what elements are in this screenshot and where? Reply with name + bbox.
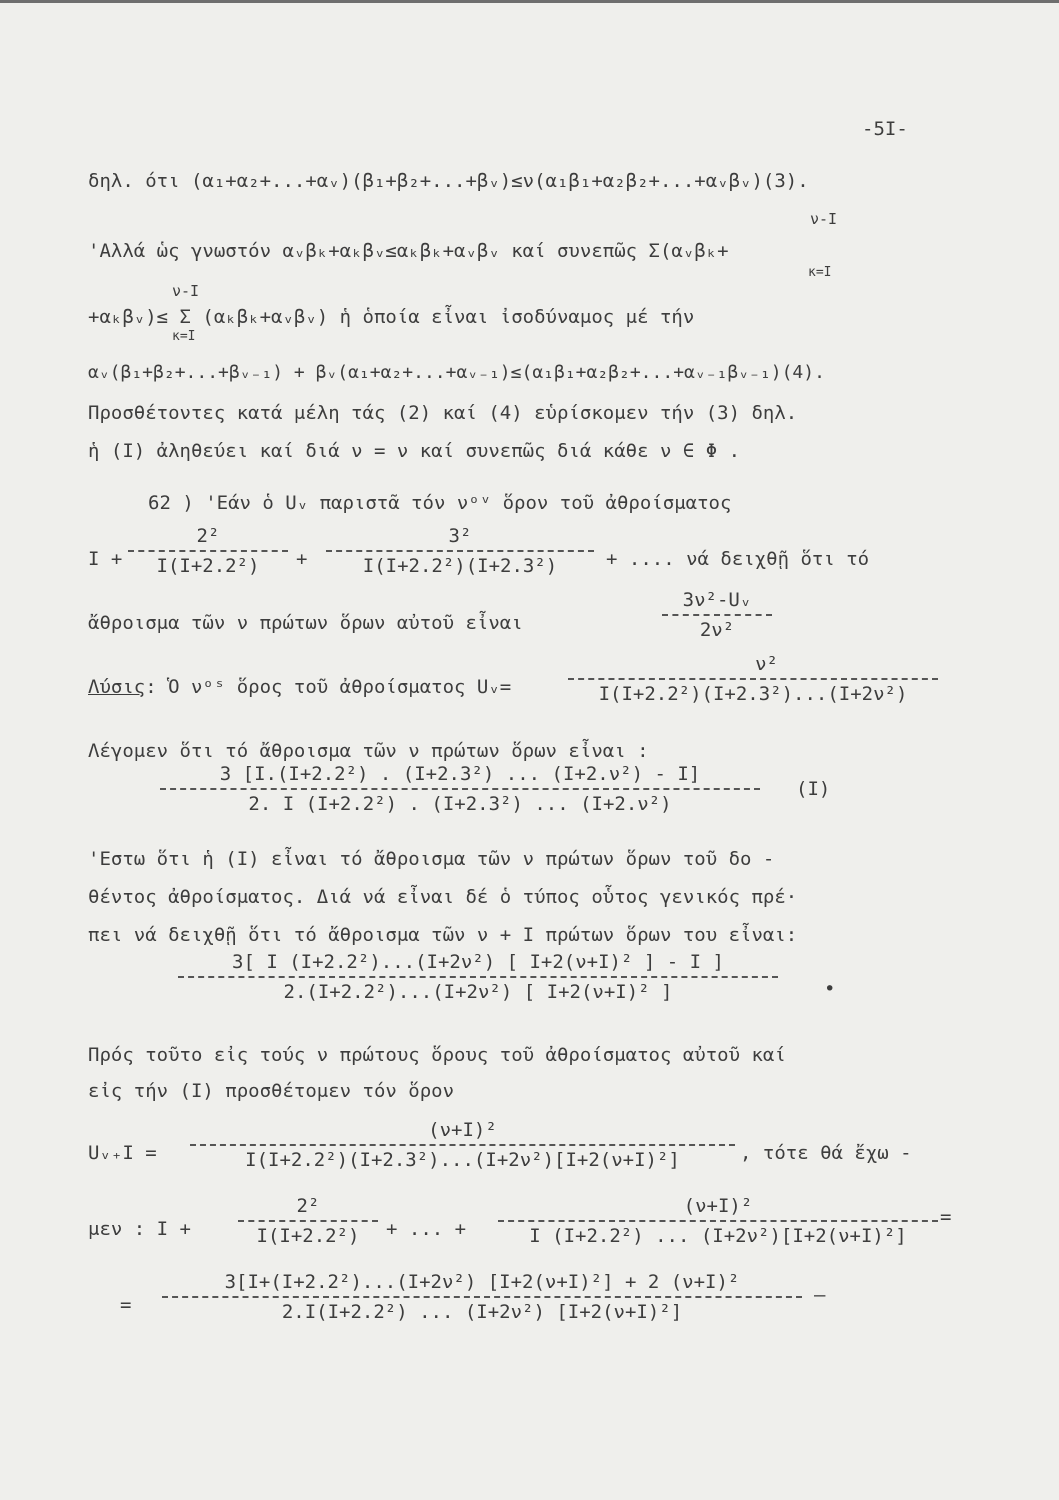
fraction-7-numerator: (ν+I)² [428,1119,497,1141]
term-label: Uᵥ₊I = [88,1142,157,1164]
solution-line [88,676,511,698]
fraction-1-numerator: 2² [196,525,220,547]
equation-dot: • [824,978,836,1000]
sum-lower-limit-2: κ=I [172,329,196,344]
fraction-5 [160,762,760,816]
fraction-3 [662,588,772,642]
sum-mid: + ... + [386,1218,467,1240]
text-line-9: ἄθροισμα τῶν ν πρώτων ὅρων αὐτοῦ εἶναι [88,612,523,634]
fraction-8 [238,1194,378,1248]
fraction-bar [498,1220,938,1222]
text-line-15: Πρός τοῦτο εἰς τούς ν πρώτους ὅρους τοῦ ἀθροίσματος αὐτοῦ καί [88,1044,786,1066]
fraction-7 [190,1118,735,1172]
fraction-bar [568,678,938,680]
series-lead: I + [88,548,123,570]
fraction-1-denominator: I(I+2.2²) [156,555,260,577]
text-line-13: θέντος ἀθροίσματος. Διά νά εἶναι δέ ὁ τύπος οὗτος γενικός πρέ· [88,886,798,908]
solution-label: Λύσις [88,676,146,698]
fraction-bar [178,976,778,978]
series-plus: + [296,548,308,570]
fraction-5-denominator: 2. I (I+2.2²) . (I+2.3²) ... (I+2.ν²) [248,793,672,815]
fraction-2-denominator: I(I+2.2²)(I+2.3²) [362,555,558,577]
fraction-9-denominator: I (I+2.2²) ... (I+2ν²)[I+2(ν+I)²] [529,1225,907,1247]
series-tail: + .... νά δειχθῇ ὅτι τό [606,548,870,570]
sum-upper-limit: ν-I [810,210,838,228]
fraction-10-numerator: 3[I+(I+2.2²)...(I+2ν²) [I+2(ν+I)²] + 2 (ν+I)² [224,1271,740,1293]
text-line-5: Προσθέτοντες κατά μέλη τάς (2) καί (4) εὑρίσκομεν τήν (3) δηλ. [88,402,798,424]
text-line-11: Λέγομεν ὅτι τό ἄθροισμα τῶν ν πρώτων ὅρων εἶναι : [88,740,649,762]
fraction-8-numerator: 2² [296,1195,320,1217]
fraction-6 [178,950,778,1004]
text-line-3: +αₖβᵥ)≤ Σ (αₖβₖ+αᵥβᵥ) ἡ ὁποία εἶναι ἰσοδύναμος μέ τήν [88,306,695,328]
fraction-bar [238,1220,378,1222]
result-equals: = [120,1294,132,1316]
fraction-3-numerator: 3ν²-Uᵥ [682,589,752,611]
fraction-2-numerator: 3² [448,525,472,547]
fraction-10-denominator: 2.I(I+2.2²) ... (I+2ν²) [I+2(ν+I)²] [281,1301,683,1323]
fraction-7-denominator: I(I+2.2²)(I+2.3²)...(I+2ν²)[I+2(ν+I)²] [245,1149,680,1171]
sum-lower-limit: κ=I [808,265,832,280]
sum-equals: = [940,1206,952,1228]
equation-tag-1: (I) [796,778,831,800]
page-number: -5I- [862,118,908,140]
fraction-4 [568,652,938,706]
fraction-6-numerator: 3[ I (I+2.2²)...(I+2ν²) [ I+2(ν+I)² ] - I ] [232,951,724,973]
fraction-bar [160,788,760,790]
fraction-bar [162,1296,802,1298]
page-top-edge [0,0,1059,3]
result-dash: — [814,1284,826,1306]
fraction-9 [498,1194,938,1248]
text-line-6: ἡ (I) ἀληθεύει καί διά ν = ν καί συνεπῶς διά κάθε ν ∈ Φ . [88,440,741,462]
fraction-bar [190,1144,735,1146]
text-line-4: αᵥ(β₁+β₂+...+βᵥ₋₁) + βᵥ(α₁+α₂+...+αᵥ₋₁)≤(α₁β₁+α₂β₂+...+αᵥ₋₁βᵥ₋₁)(4). [88,362,825,383]
text-line-2: 'Αλλά ὡς γνωστόν αᵥβₖ+αₖβᵥ≤αₖβₖ+αᵥβᵥ καί συνεπῶς Σ(αᵥβₖ+ [88,240,729,262]
fraction-10 [162,1270,802,1324]
fraction-bar [662,614,772,616]
fraction-bar [326,550,594,552]
fraction-2 [326,524,594,578]
fraction-4-numerator: ν² [755,653,778,675]
fraction-8-denominator: I(I+2.2²) [256,1225,360,1247]
problem-62-statement: 62 ) 'Εάν ὁ Uᵥ παριστᾶ τόν νᵒᵛ ὅρον τοῦ ἀθροίσματος [148,492,732,514]
fraction-6-denominator: 2.(I+2.2²)...(I+2ν²) [ I+2(ν+I)² ] [283,981,673,1003]
text-line-1: δηλ. ότι (α₁+α₂+...+αᵥ)(β₁+β₂+...+βᵥ)≤ν(α₁β₁+α₂β₂+...+αᵥβᵥ)(3). [88,170,809,192]
sum-upper-limit-2: ν-I [172,282,200,300]
text-line-16: εἰς τήν (I) προσθέτομεν τόν ὅρον [88,1080,455,1102]
text-line-14: πει νά δειχθῇ ὅτι τό ἄθροισμα τῶν ν + I πρώτων ὅρων του εἶναι: [88,924,798,946]
solution-text: : Ὁ νᵒˢ ὅρος τοῦ ἀθροίσματος Uᵥ= [145,676,512,698]
fraction-9-numerator: (ν+I)² [683,1195,753,1217]
text-line-12: 'Εστω ὅτι ἡ (I) εἶναι τό ἄθροισμα τῶν ν πρώτων ὅρων τοῦ δο - [88,848,775,870]
fraction-bar [128,550,288,552]
sum-lead: μεν : I + [88,1218,191,1240]
fraction-5-numerator: 3 [I.(I+2.2²) . (I+2.3²) ... (I+2.ν²) - I] [219,763,701,785]
fraction-1 [128,524,288,578]
fraction-3-denominator: 2ν² [699,619,735,641]
term-tail: , τότε θά ἔχω - [740,1142,912,1164]
fraction-4-denominator: I(I+2.2²)(I+2.3²)...(I+2ν²) [598,683,908,705]
